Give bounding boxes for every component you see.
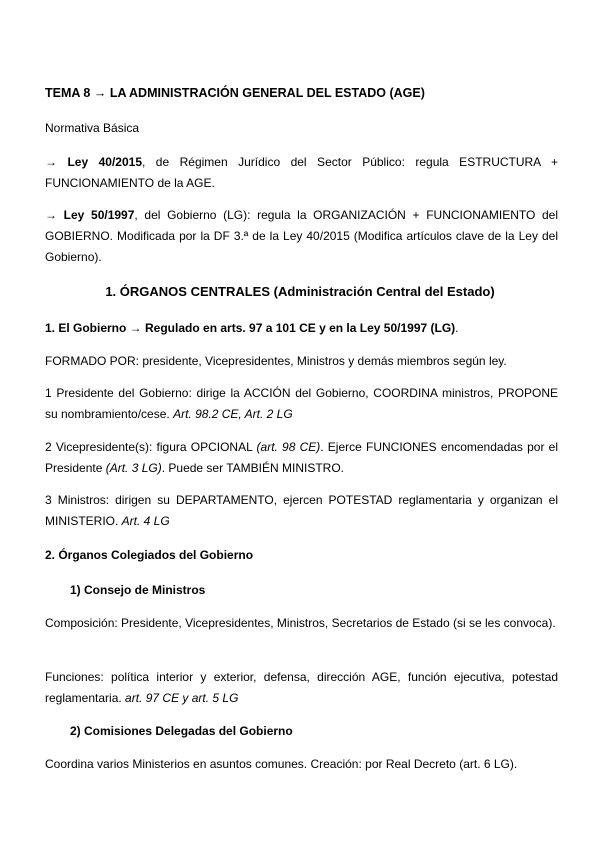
ley-50-text: , del Gobierno (LG): regula la ORGANIZACIÓN + FUNCIONAMIENTO del GOBIERNO. Modificada por la DF 3.ª de la Ley 40/2015 (Modifica artículos clave de la Ley del Gobierno). — [45, 208, 558, 264]
vicepresidente-text-a: 2 Vicepresidente(s): figura OPCIONAL — [45, 440, 257, 454]
organos-colegiados-heading: 2. Órganos Colegiados del Gobierno — [45, 548, 254, 562]
comisiones-paragraph: Coordina varios Ministerios en asuntos comunes. Creación: por Real Decreto (art. 6 LG). — [45, 757, 518, 771]
funciones-paragraph — [45, 667, 558, 709]
presidente-reference: Art. 98.2 CE, Art. 2 LG — [173, 407, 293, 421]
vicepresidente-text-b: . Ejerce FUNCIONES encomendadas por el Presidente — [45, 440, 558, 475]
normativa-label: Normativa Básica — [45, 121, 140, 135]
arrow-icon: → — [45, 208, 57, 222]
document-title: TEMA 8 → LA ADMINISTRACIÓN GENERAL DEL ESTADO (AGE) — [45, 86, 425, 100]
vicepresidente-paragraph — [45, 437, 558, 479]
ley-50-paragraph — [45, 205, 558, 268]
vicepresidente-reference-a: (art. 98 CE) — [256, 440, 321, 454]
formado-por-paragraph: FORMADO POR: presidente, Vicepresidentes, Ministros y demás miembros según ley. — [45, 354, 507, 368]
presidente-text: 1 Presidente del Gobierno: dirige la ACCIÓN del Gobierno, COORDINA ministros, PROPONE su nombramiento/cese. — [45, 386, 558, 421]
ministros-text: 3 Ministros: dirigen su DEPARTAMENTO, ejercen POTESTAD reglamentaria y organizan el MINISTERIO. — [45, 493, 558, 528]
consejo-ministros-heading: 1) Consejo de Ministros — [70, 583, 206, 597]
ley-40-text: , de Régimen Jurídico del Sector Público: regula ESTRUCTURA + FUNCIONAMIENTO de la AGE. — [45, 155, 558, 190]
funciones-reference: art. 97 CE y art. 5 LG — [125, 691, 239, 705]
ley-50-reference: Ley 50/1997 — [63, 208, 135, 222]
funciones-text: Funciones: política interior y exterior, defensa, dirección AGE, función ejecutiva, potestad reglamentaria. — [45, 670, 558, 705]
gobierno-heading-text: 1. El Gobierno → Regulado en arts. 97 a 101 CE y en la Ley 50/1997 (LG) — [45, 321, 456, 335]
presidente-paragraph — [45, 383, 558, 425]
comisiones-delegadas-heading: 2) Comisiones Delegadas del Gobierno — [70, 724, 293, 738]
ley-40-paragraph — [45, 152, 558, 194]
gobierno-heading — [45, 318, 558, 339]
composicion-paragraph: Composición: Presidente, Vicepresidentes, Ministros, Secretarios de Estado (si se les convoca). — [45, 616, 556, 630]
ministros-reference: Art. 4 LG — [121, 514, 170, 528]
vicepresidente-reference-b: (Art. 3 LG) — [105, 461, 162, 475]
section-heading-organos-centrales: 1. ÓRGANOS CENTRALES (Administración Central del Estado) — [105, 284, 495, 299]
vicepresidente-text-c: . Puede ser TAMBIÉN MINISTRO. — [161, 461, 344, 475]
ministros-paragraph — [45, 490, 558, 532]
ley-40-reference: Ley 40/2015 — [67, 155, 142, 169]
arrow-icon: → — [45, 155, 57, 169]
gobierno-heading-end: . — [455, 321, 459, 335]
